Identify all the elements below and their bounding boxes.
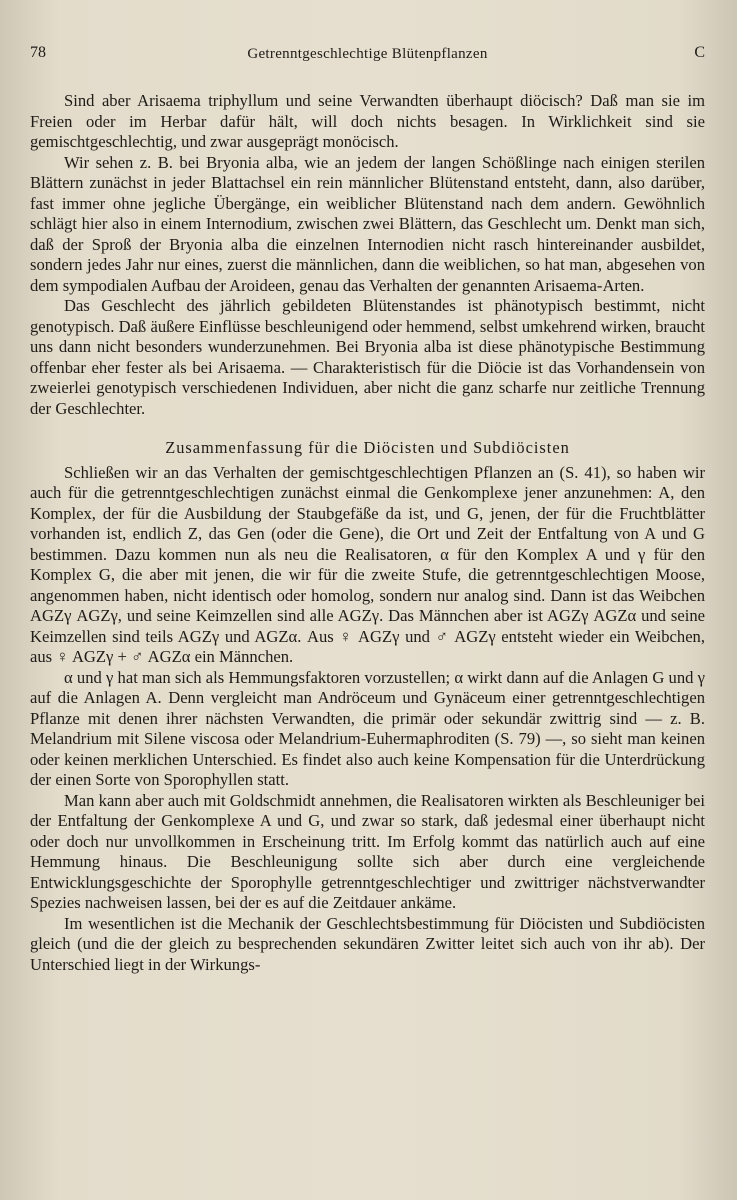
paragraph: Wir sehen z. B. bei Bryonia alba, wie an jedem der langen Schößlinge nach einigen sterilen Blättern zunächst in jeder Blattachsel ein rein männlicher Blütenstand entsteht, dann, also darüber, fast immer ohne jegliche Übergänge, ein weiblicher Blütenstand nach dem andern. Gewöhnlich schlägt hier also in einem Internodium, zwischen zwei Blättern, das Geschlecht um. Denkt man sich, daß der Sproß der Bryonia alba die einzelnen Internodien nicht rasch hintereinander ausbildet, sondern jedes Jahr nur eines, zuerst die männlichen, dann die weiblichen, so hat man, abgesehen von dem sympodialen Aufbau der Aroideen, genau das Verhalten der genannten Arisaema-Arten. [30, 152, 705, 295]
page-number: 78 [30, 44, 46, 61]
paragraph: Das Geschlecht des jährlich gebildeten Blütenstandes ist phänotypisch bestimmt, nicht genotypisch. Daß äußere Einflüsse beschleunigend oder hemmend, selbst umkehrend wirken, braucht uns dann nicht besonders wunderzunehmen. Bei Bryonia alba ist diese phänotypische Bestimmung offenbar eher fester als bei Arisaema. — Charakteristisch für die Diöcie ist das Vorhandensein von zweierlei genotypisch verschiedenen Individuen, aber nicht die ganz scharfe nur zeitliche Trennung der Geschlechter. [30, 296, 705, 418]
section-heading: Zusammenfassung für die Diöcisten und Subdiöcisten [165, 438, 570, 457]
paragraph: Man kann aber auch mit Goldschmidt annehmen, die Realisatoren wirkten als Beschleuniger bei der Entfaltung der Genkomplexe A und G, und zwar so stark, daß jedesmal einer überhaupt nicht oder doch nur unvollkommen in Erscheinung tritt. Im Erfolg kommt das natürlich auch auf eine Hemmung hinaus. Die Beschleunigung sollte sich aber durch eine vergleichende Entwicklungsgeschichte der Sporophylle getrenntgeschlechtiger und zwittriger nächstverwandter Spezies nachweisen lassen, bei der es auf die Zeitdauer ankäme. [30, 790, 705, 912]
paragraph: α und γ hat man sich als Hemmungsfaktoren vorzustellen; α wirkt dann auf die Anlagen G und γ auf die Anlagen A. Denn vergleicht man Andröceum und Gynäceum einer getrenntgeschlechtigen Pflanze mit denen ihrer nächsten Verwandten, die primär oder sekundär zwittrig sind — z. B. Melandrium mit Silene viscosa oder Melandrium-Euhermaphroditen (S. 79) —, so sieht man keinen oder keinen merklichen Unterschied. Es findet also auch keine Kompensation für die Unterdrückung der einen Sorte von Sporophyllen statt. [30, 667, 705, 789]
running-title: Getrenntgeschlechtige Blütenpflanzen [247, 46, 488, 62]
page-body [30, 91, 705, 975]
paragraph: Schließen wir an das Verhalten der gemischtgeschlechtigen Pflanzen an (S. 41), so haben wir auch für die getrenntgeschlechtigen zunächst einmal die Genkomplexe jener anzunehmen: A, den Komplex, der für die Ausbildung der Staubgefäße da ist, und G, jenen, der für die Fruchtblätter vorhanden ist, endlich Z, das Gen (oder die Gene), die Ort und Zeit der Entfaltung von A und G bestimmen. Dazu kommen nun als neu die Realisatoren, α für den Komplex A und γ für den Komplex G, die aber mit jenen, die wir für die zweite Stufe, die getrenntgeschlechtigen Moose, angenommen haben, nicht identisch oder homolog, sondern nur analog sind. Dann ist das Weibchen AGZγ AGZγ, und seine Keimzellen sind alle AGZγ. Das Männchen aber ist AGZγ AGZα und seine Keimzellen sind teils AGZγ und AGZα. Aus ♀ AGZγ und ♂ AGZγ entsteht wieder ein Weibchen, aus ♀ AGZγ + ♂ AGZα ein Männchen. [30, 462, 705, 666]
paragraph: Im wesentlichen ist die Mechanik der Geschlechtsbestimmung für Diöcisten und Subdiöcisten gleich (und die der gleich zu besprechenden sekundären Zwitter leitet sich auch von ihr ab). Der Unterschied liegt in der Wirkungs- [30, 913, 705, 974]
page-header [30, 44, 705, 70]
paragraph: Sind aber Arisaema triphyllum und seine Verwandten überhaupt diöcisch? Daß man sie im Freien oder im Herbar dafür hält, will doch nichts besagen. In Wirklichkeit sind sie gemischtgeschlechtig, und zwar ausgeprägt monöcisch. [30, 91, 705, 151]
section-mark: C [694, 44, 705, 61]
